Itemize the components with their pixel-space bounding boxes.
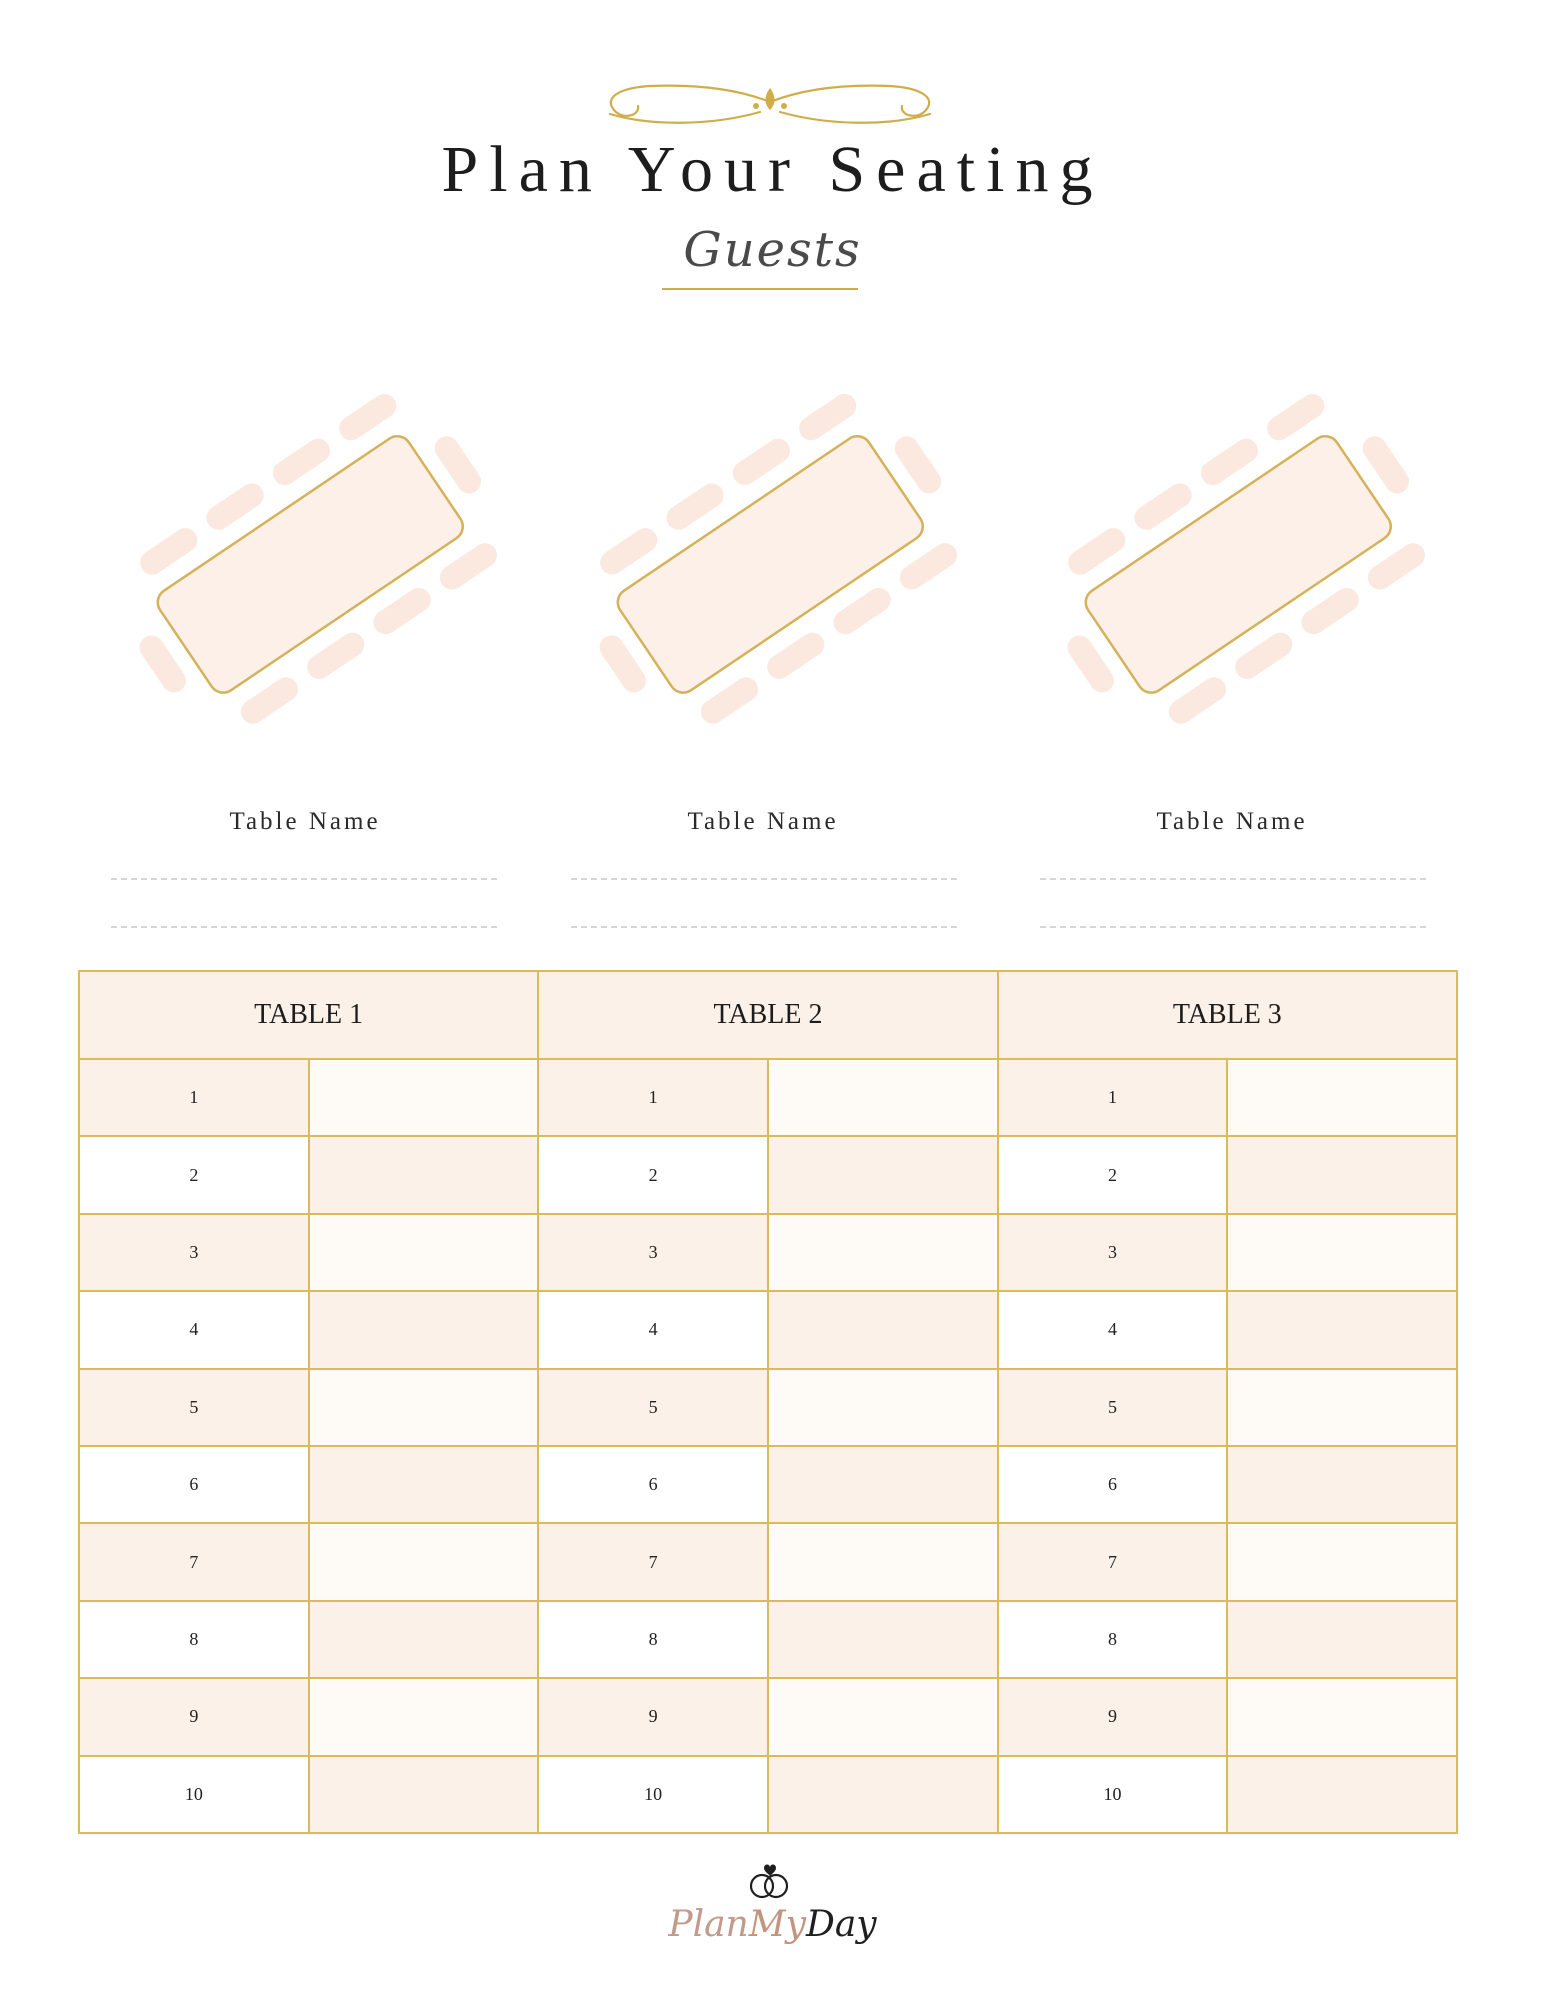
table-name-label-1: Table Name [229, 808, 381, 835]
grid-row [79, 1523, 1457, 1600]
guest-name-cell[interactable] [1227, 1678, 1457, 1755]
table-name-line[interactable] [571, 878, 957, 880]
guest-name-cell[interactable] [1227, 1756, 1457, 1833]
grid-header-row [79, 971, 1457, 1059]
rings-heart-icon [740, 1858, 800, 1902]
seat-number: 6 [79, 1446, 309, 1523]
grid-row [79, 1601, 1457, 1678]
guest-name-cell[interactable] [309, 1369, 539, 1446]
seat-number: 5 [79, 1369, 309, 1446]
seat-number: 2 [538, 1136, 768, 1213]
seat-number: 3 [538, 1214, 768, 1291]
seat-number: 8 [998, 1601, 1228, 1678]
seat-number: 1 [79, 1059, 309, 1136]
seat-number: 9 [998, 1678, 1228, 1755]
grid-row [79, 1214, 1457, 1291]
table-diagram-3 [1000, 350, 1460, 790]
table-name-line[interactable] [111, 926, 497, 928]
grid-row [79, 1291, 1457, 1368]
banquet-table [612, 431, 928, 698]
table-diagram-2 [532, 350, 992, 790]
seat-number: 6 [998, 1446, 1228, 1523]
logo-word-plan: Plan [668, 1904, 749, 1945]
guest-name-cell[interactable] [309, 1059, 539, 1136]
seat-number: 9 [79, 1678, 309, 1755]
table-name-line[interactable] [1040, 926, 1426, 928]
seat-number: 2 [79, 1136, 309, 1213]
guest-name-cell[interactable] [768, 1601, 998, 1678]
logo-word-day: Day [805, 1904, 877, 1945]
guest-name-cell[interactable] [309, 1446, 539, 1523]
guest-name-cell[interactable] [768, 1756, 998, 1833]
subtitle-underline [662, 288, 858, 290]
seat-number: 1 [538, 1059, 768, 1136]
seat-number: 3 [79, 1214, 309, 1291]
guest-name-cell[interactable] [768, 1446, 998, 1523]
grid-row [79, 1059, 1457, 1136]
guest-name-cell[interactable] [1227, 1059, 1457, 1136]
seat-number: 4 [79, 1291, 309, 1368]
table-name-label-3: Table Name [1156, 808, 1308, 835]
guest-name-cell[interactable] [309, 1214, 539, 1291]
seat-number: 5 [998, 1369, 1228, 1446]
guest-name-cell[interactable] [1227, 1136, 1457, 1213]
guest-name-cell[interactable] [768, 1369, 998, 1446]
banquet-table [1080, 431, 1396, 698]
grid-row [79, 1369, 1457, 1446]
table-name-line[interactable] [571, 926, 957, 928]
guest-name-cell[interactable] [768, 1291, 998, 1368]
table-1-header: TABLE 1 [79, 971, 538, 1059]
brand-logo [0, 1904, 1545, 1945]
guest-name-cell[interactable] [1227, 1523, 1457, 1600]
seat-number: 4 [998, 1291, 1228, 1368]
table-2-header: TABLE 2 [538, 971, 997, 1059]
guest-name-cell[interactable] [309, 1678, 539, 1755]
table-diagram-1 [72, 350, 532, 790]
banquet-table [152, 431, 468, 698]
guest-name-cell[interactable] [1227, 1601, 1457, 1678]
seat-number: 2 [998, 1136, 1228, 1213]
seat-number: 10 [538, 1756, 768, 1833]
guest-name-cell[interactable] [309, 1523, 539, 1600]
grid-row [79, 1136, 1457, 1213]
seat-number: 8 [538, 1601, 768, 1678]
seat-number: 9 [538, 1678, 768, 1755]
guest-name-cell[interactable] [1227, 1291, 1457, 1368]
seat-number: 10 [79, 1756, 309, 1833]
guest-name-cell[interactable] [309, 1136, 539, 1213]
seat-number: 7 [998, 1523, 1228, 1600]
seating-grid [78, 970, 1458, 1834]
guest-name-cell[interactable] [309, 1291, 539, 1368]
grid-row [79, 1446, 1457, 1523]
seat-number: 1 [998, 1059, 1228, 1136]
scroll-ornament-icon [590, 80, 950, 140]
seat-number: 5 [538, 1369, 768, 1446]
guest-name-cell[interactable] [309, 1601, 539, 1678]
grid-row [79, 1678, 1457, 1755]
guest-name-cell[interactable] [768, 1136, 998, 1213]
seat-number: 3 [998, 1214, 1228, 1291]
logo-word-my: My [748, 1904, 806, 1945]
guest-name-cell[interactable] [768, 1059, 998, 1136]
guest-name-cell[interactable] [768, 1214, 998, 1291]
table-name-line[interactable] [1040, 878, 1426, 880]
table-3-header: TABLE 3 [998, 971, 1457, 1059]
page-title: Plan Your Seating [441, 133, 1104, 206]
guest-name-cell[interactable] [309, 1756, 539, 1833]
seat-number: 7 [79, 1523, 309, 1600]
guest-name-cell[interactable] [768, 1678, 998, 1755]
table-name-line[interactable] [111, 878, 497, 880]
guest-name-cell[interactable] [1227, 1446, 1457, 1523]
grid-row [79, 1756, 1457, 1833]
page-subtitle: Guests [683, 222, 862, 278]
seat-number: 7 [538, 1523, 768, 1600]
seat-number: 10 [998, 1756, 1228, 1833]
guest-name-cell[interactable] [768, 1523, 998, 1600]
table-name-label-2: Table Name [687, 808, 839, 835]
seat-number: 8 [79, 1601, 309, 1678]
seat-number: 6 [538, 1446, 768, 1523]
guest-name-cell[interactable] [1227, 1369, 1457, 1446]
seat-number: 4 [538, 1291, 768, 1368]
guest-name-cell[interactable] [1227, 1214, 1457, 1291]
